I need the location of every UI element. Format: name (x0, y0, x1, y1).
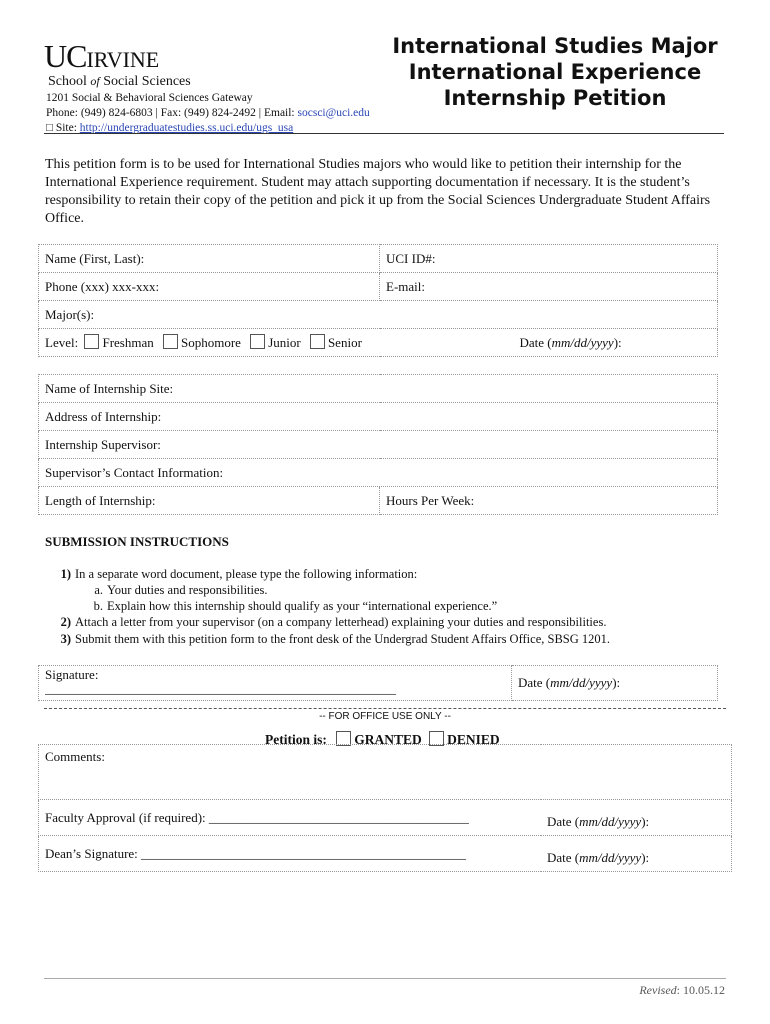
site-line: □ Site: http://undergraduatestudies.ss.uci.edu/ugs_usa (46, 122, 294, 134)
contact-line: Phone: (949) 824-6803 | Fax: (949) 824-2492 | Email: socsci@uci.edu (46, 107, 370, 119)
level-row (39, 329, 380, 357)
level-date-field[interactable]: Date (mm/dd/yyyy): (380, 329, 718, 357)
uci-id-field[interactable]: UCI ID#: (380, 245, 718, 273)
office-use-heading: -- FOR OFFICE USE ONLY -- (319, 711, 451, 722)
freshman-checkbox[interactable] (84, 334, 99, 349)
email-link[interactable]: socsci@uci.edu (297, 107, 370, 119)
instruction-subitem: b. Explain how this internship should qualify as your “international experience.” (93, 599, 498, 613)
junior-label: Junior (268, 335, 301, 350)
supervisor-contact-field[interactable]: Supervisor’s Contact Information: (39, 459, 718, 487)
address: 1201 Social & Behavioral Sciences Gateway (46, 92, 253, 104)
internship-site-field[interactable]: Name of Internship Site: (39, 375, 718, 403)
phone-field[interactable]: Phone (xxx) xxx-xxx: (39, 273, 380, 301)
sophomore-label: Sophomore (181, 335, 241, 350)
instruction-item: 1) In a separate word document, please type the following information: (60, 567, 418, 581)
dean-date-field[interactable]: Date (mm/dd/yyyy): (541, 836, 732, 872)
form-title: International Studies Major International Experience Internship Petition (392, 34, 718, 110)
office-table (38, 744, 732, 872)
major-field[interactable]: Major(s): (39, 301, 718, 329)
uci-logo: UCIRVINE (44, 38, 160, 74)
hours-field[interactable]: Hours Per Week: (380, 487, 718, 515)
internship-address-field[interactable]: Address of Internship: (39, 403, 718, 431)
supervisor-field[interactable]: Internship Supervisor: (39, 431, 718, 459)
site-link[interactable]: http://undergraduatestudies.ss.uci.edu/ugs_usa (79, 122, 294, 134)
school-name: School of Social Sciences (48, 74, 191, 89)
faculty-date-field[interactable]: Date (mm/dd/yyyy): (541, 800, 732, 836)
dean-signature-field[interactable]: Dean’s Signature: __________________________________________________ (39, 836, 542, 872)
instruction-item: 3) Submit them with this petition form to the front desk of the Undergrad Student Affairs Office, SBSG 1201. (60, 632, 611, 646)
level-label: Level: (45, 335, 79, 350)
office-divider (44, 708, 726, 709)
footer-divider (44, 978, 726, 979)
senior-label: Senior (327, 335, 362, 350)
petition-status: Petition is: GRANTED DENIED (265, 732, 500, 747)
length-field[interactable]: Length of Internship: (39, 487, 380, 515)
signature-table (38, 665, 718, 701)
faculty-approval-field[interactable]: Faculty Approval (if required): ________________________________________ (39, 800, 542, 836)
sophomore-checkbox[interactable] (163, 334, 178, 349)
junior-checkbox[interactable] (250, 334, 265, 349)
internship-table (38, 374, 718, 515)
header-divider (44, 133, 724, 134)
senior-checkbox[interactable] (310, 334, 325, 349)
name-field[interactable]: Name (First, Last): (39, 245, 380, 273)
instructions-heading: SUBMISSION INSTRUCTIONS (45, 534, 229, 549)
signature-field[interactable]: Signature: ______________________________________________________ (39, 666, 512, 701)
comments-field[interactable]: Comments: (39, 745, 732, 800)
email-field[interactable]: E-mail: (380, 273, 718, 301)
instruction-item: 2) Attach a letter from your supervisor (on a company letterhead) explaining your duties and responsibilities. (60, 615, 607, 629)
instruction-subitem: a. Your duties and responsibilities. (94, 583, 268, 597)
freshman-label: Freshman (102, 335, 154, 350)
intro-paragraph: This petition form is to be used for International Studies majors who would like to petition their internship for the International Experience requirement. Student may attach supporting documentation if necessary. It is the student’s responsibility to retain their copy of the petition and pick it up from the Social Sciences Undergraduate Student Affairs Office. (45, 157, 711, 226)
revised-date: Revised: 10.05.12 (639, 983, 725, 997)
signature-date-field[interactable]: Date (mm/dd/yyyy): (512, 666, 718, 701)
student-info-table (38, 244, 718, 357)
